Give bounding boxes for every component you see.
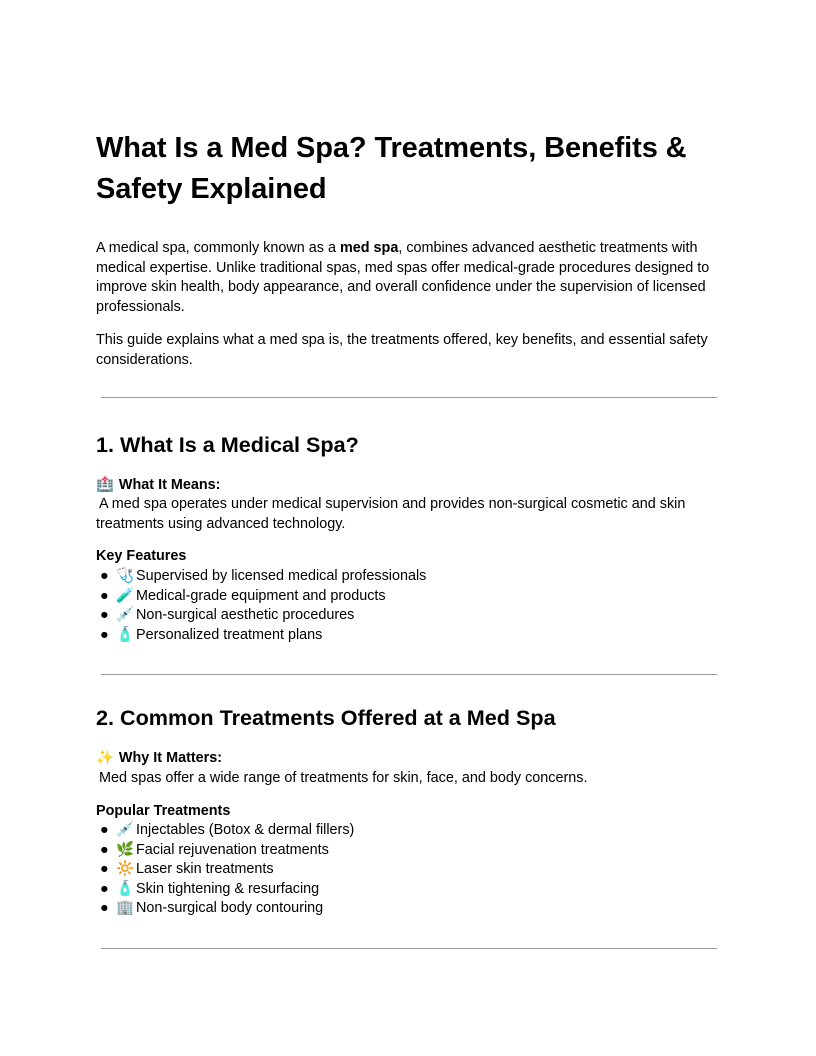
list-item-text: Laser skin treatments: [136, 861, 274, 878]
bullet-icon: ●: [100, 822, 109, 839]
bullet-icon: ●: [100, 626, 109, 643]
what-it-means-text: A med spa operates under medical supervision and provides non-surgical cosmetic and skin treatments using advanced technology.: [96, 496, 686, 532]
key-features-heading: Key Features: [96, 548, 187, 565]
list-item: [96, 821, 720, 841]
bullet-icon: ●: [100, 880, 109, 897]
syringe-icon: 💉: [116, 822, 134, 839]
divider: [101, 674, 717, 675]
sparkles-icon: ✨: [96, 750, 114, 767]
syringe-icon: 💉: [116, 607, 134, 624]
lotion-bottle-icon: 🧴: [116, 880, 134, 897]
list-item: [96, 567, 720, 587]
document-page: [96, 128, 720, 949]
list-item-text: Facial rejuvenation treatments: [136, 841, 329, 858]
lotion-bottle-icon: 🧴: [116, 626, 134, 643]
list-item-text: Supervised by licensed medical professionals: [136, 567, 427, 584]
bullet-icon: ●: [100, 607, 109, 624]
guide-summary-paragraph: This guide explains what a med spa is, the treatments offered, key benefits, and essential safety considerations.: [96, 332, 708, 368]
key-features-list: [96, 567, 720, 645]
page-title: What Is a Med Spa? Treatments, Benefits & Safety Explained: [96, 132, 687, 205]
why-it-matters-text: Med spas offer a wide range of treatments for skin, face, and body concerns.: [99, 769, 588, 786]
list-item: [96, 626, 720, 646]
section-heading-treatments: 2. Common Treatments Offered at a Med Spa: [96, 705, 556, 731]
list-item: [96, 860, 720, 880]
hospital-icon: 🏥: [96, 476, 114, 493]
list-item-text: Non-surgical aesthetic procedures: [136, 607, 355, 624]
list-item: [96, 899, 720, 919]
divider: [101, 397, 717, 398]
herb-icon: 🌿: [116, 841, 134, 858]
intro-text-start: A medical spa, commonly known as a: [96, 240, 340, 256]
list-item-text: Medical-grade equipment and products: [136, 587, 386, 604]
bullet-icon: ●: [100, 841, 109, 858]
subhead-text: What It Means:: [118, 476, 221, 493]
divider: [101, 948, 717, 949]
bullet-icon: ●: [100, 567, 109, 584]
popular-treatments-list: [96, 821, 720, 919]
section-heading-what-is: 1. What Is a Medical Spa?: [96, 431, 359, 457]
list-item: [96, 841, 720, 861]
intro-paragraph: [96, 239, 720, 317]
why-it-matters-label: [96, 749, 720, 769]
list-item-text: Injectables (Botox & dermal fillers): [136, 822, 355, 839]
list-item-text: Non-surgical body contouring: [136, 900, 324, 917]
bullet-icon: ●: [100, 861, 109, 878]
list-item: [96, 587, 720, 607]
equipment-icon: 🧪: [116, 587, 134, 604]
what-it-means-label: [96, 476, 720, 496]
laser-icon: 🔆: [116, 861, 134, 878]
list-item-text: Skin tightening & resurfacing: [136, 880, 320, 897]
subhead-text: Why It Matters:: [118, 750, 223, 767]
intro-bold-term: med spa: [339, 240, 399, 256]
list-item-text: Personalized treatment plans: [136, 626, 323, 643]
intro-text-end: , combines advanced aesthetic treatments with medical expertise. Unlike traditional spas, med spas offer medical-grade procedures designed to improve skin health, body appearance, and overall confidence under the supervision of licensed professionals.: [96, 240, 710, 315]
doctor-icon: 🩺: [116, 567, 134, 584]
building-icon: 🏢: [116, 900, 134, 917]
list-item: [96, 880, 720, 900]
bullet-icon: ●: [100, 900, 109, 917]
bullet-icon: ●: [100, 587, 109, 604]
list-item: [96, 606, 720, 626]
popular-treatments-heading: Popular Treatments: [96, 802, 231, 819]
